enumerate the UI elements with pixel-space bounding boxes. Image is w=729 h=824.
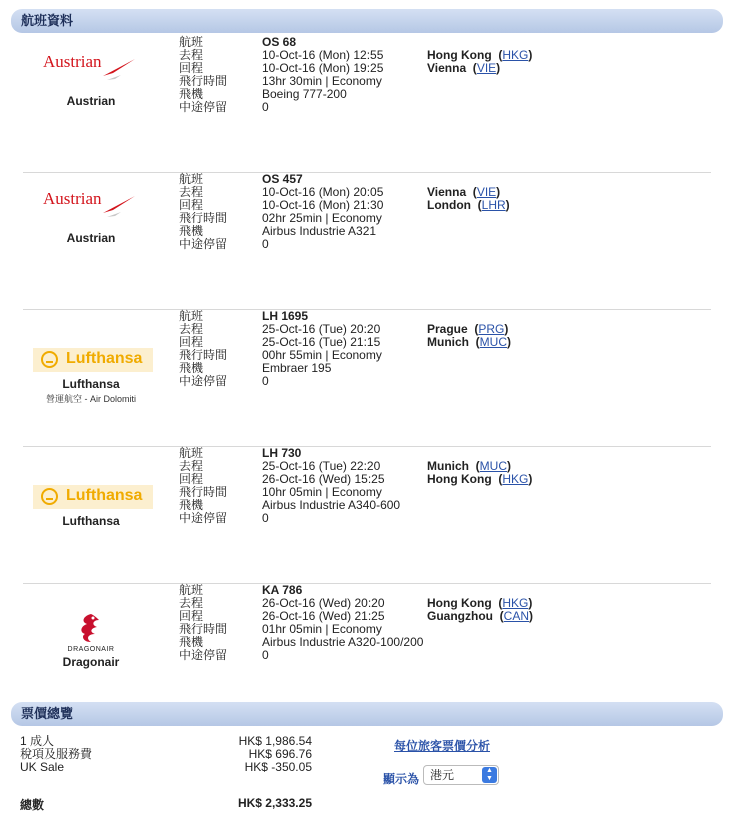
aircraft-type: Boeing 777-200 [262,87,347,101]
flight-number: LH 730 [262,446,302,460]
label-return: 回程 [179,609,204,623]
carrier-name: Austrian [66,231,116,245]
logo-wordmark: Lufthansa [66,487,143,504]
return-time: 10-Oct-16 (Mon) 19:25 [262,61,384,75]
fare-amount-adult: HK$ 1,986.54 [238,734,312,748]
stop-count: 0 [262,374,269,388]
aircraft-type: Embraer 195 [262,361,332,375]
label-flight: 航班 [179,583,204,597]
origin-city: Hong Kong [427,48,492,62]
label-aircraft: 飛機 [179,361,204,375]
carrier-name: Austrian [66,94,116,108]
austrian-logo [43,52,143,82]
destination-city: Vienna [427,61,467,75]
total-amount: HK$ 2,333.25 [237,796,312,810]
flight-number: OS 457 [262,172,303,186]
flight-duration: 01hr 05min | Economy [262,622,382,636]
return-time: 10-Oct-16 (Mon) 21:30 [262,198,384,212]
label-departure: 去程 [179,48,204,62]
lufthansa-crane-icon [41,351,58,368]
currency-select[interactable] [423,765,499,785]
fare-amount-taxes: HK$ 696.76 [248,747,312,761]
aircraft-type: Airbus Industrie A321 [262,224,377,238]
origin-city: Munich [427,459,469,473]
detail-labels [179,447,227,525]
logo-wordmark: Lufthansa [66,350,143,367]
origin-city: Prague [427,322,468,336]
origin: Hong Kong (HKG) [427,48,533,62]
label-departure: 去程 [179,322,204,336]
display-currency-label: 顯示為 [383,772,420,786]
origin-city: Vienna [427,185,467,199]
origin: Hong Kong (HKG) [427,596,533,610]
label-duration: 飛行時間 [179,74,228,88]
label-departure: 去程 [179,185,204,199]
label-duration: 飛行時間 [179,622,228,636]
label-aircraft: 飛機 [179,224,204,238]
fare-analysis-link[interactable]: 每位旅客票價分析 [394,739,491,753]
origin-code-link[interactable]: MUC [479,459,507,473]
origin-city: Hong Kong [427,596,492,610]
flight-segment [11,173,711,310]
destination-city: Munich [427,335,469,349]
route [427,460,532,486]
destination-code-link[interactable]: HKG [502,472,529,486]
label-stops: 中途停留 [179,374,228,388]
detail-labels [179,36,227,114]
flight-duration: 13hr 30min | Economy [262,74,382,88]
destination: Hong Kong (HKG) [427,472,533,486]
carrier-name: Lufthansa [62,514,120,528]
flight-segment [11,447,711,584]
destination-code-link[interactable]: LHR [481,198,506,212]
label-return: 回程 [179,335,204,349]
origin-code-link[interactable]: VIE [476,185,497,199]
flight-segment [11,310,711,447]
route [427,597,533,623]
flight-duration: 00hr 55min | Economy [262,348,382,362]
departure-time: 10-Oct-16 (Mon) 20:05 [262,185,384,199]
lufthansa-logo [33,348,153,372]
label-duration: 飛行時間 [179,485,228,499]
destination: London (LHR) [427,198,510,212]
destination-city: London [427,198,471,212]
austrian-arrow-icon [101,193,137,219]
flight-duration: 02hr 25min | Economy [262,211,382,225]
select-arrows-icon: ▲ ▼ [482,767,497,783]
fare-label-taxes: 稅項及服務費 [20,747,93,761]
label-flight: 航班 [179,446,204,460]
route [427,323,511,349]
detail-values [262,173,383,251]
label-flight: 航班 [179,309,204,323]
lufthansa-crane-icon [41,488,58,505]
operated-by: 營運航空 - Air Dolomiti [45,394,136,404]
fare-summary-header [11,702,723,726]
flight-info-header [11,9,723,33]
return-time: 26-Oct-16 (Wed) 15:25 [262,472,385,486]
return-time: 25-Oct-16 (Tue) 21:15 [262,335,381,349]
detail-values [262,310,382,388]
route [427,186,510,212]
flight-number: KA 786 [262,583,303,597]
stop-count: 0 [262,237,269,251]
fare-summary-title: 票價總覽 [21,706,74,721]
flight-number: OS 68 [262,35,297,49]
destination: Guangzhou (CAN) [427,609,534,623]
flight-number: LH 1695 [262,309,309,323]
label-return: 回程 [179,61,204,75]
austrian-arrow-icon [101,56,137,82]
total-label: 總數 [20,798,45,812]
carrier-name: Lufthansa [62,377,120,391]
logo-wordmark: Austrian [43,189,102,208]
destination-code-link[interactable]: MUC [479,335,507,349]
detail-values [262,584,423,662]
label-stops: 中途停留 [179,237,228,251]
label-return: 回程 [179,472,204,486]
departure-time: 25-Oct-16 (Tue) 22:20 [262,459,381,473]
label-aircraft: 飛機 [179,635,204,649]
destination-city: Hong Kong [427,472,492,486]
label-duration: 飛行時間 [179,211,228,225]
label-stops: 中途停留 [179,648,228,662]
detail-labels [179,584,227,662]
detail-values [262,447,400,525]
fare-label-sale: UK Sale [20,760,65,774]
aircraft-type: Airbus Industrie A340-600 [262,498,401,512]
logo-wordmark: Austrian [43,52,102,71]
departure-time: 10-Oct-16 (Mon) 12:55 [262,48,384,62]
stop-count: 0 [262,511,269,525]
return-time: 26-Oct-16 (Wed) 21:25 [262,609,385,623]
route [427,49,532,75]
currency-selected-value: 港元 [430,768,455,782]
flight-info-title: 航班資料 [21,13,74,28]
label-aircraft: 飛機 [179,87,204,101]
label-departure: 去程 [179,459,204,473]
destination-code-link[interactable]: CAN [503,609,530,623]
carrier-name: Dragonair [62,655,120,669]
flight-segment [11,584,711,721]
origin-code-link[interactable]: PRG [478,322,505,336]
origin: Prague (PRG) [427,322,509,336]
austrian-logo [43,189,143,219]
departure-time: 25-Oct-16 (Tue) 20:20 [262,322,381,336]
label-stops: 中途停留 [179,511,228,525]
origin-code-link[interactable]: HKG [502,48,529,62]
label-duration: 飛行時間 [179,348,228,362]
origin: Munich (MUC) [427,459,511,473]
dragon-icon [71,612,111,644]
destination: Munich (MUC) [427,335,511,349]
departure-time: 26-Oct-16 (Wed) 20:20 [262,596,385,610]
label-return: 回程 [179,198,204,212]
label-flight: 航班 [179,35,204,49]
fare-label-adult: 1 成人 [20,734,55,748]
label-flight: 航班 [179,172,204,186]
destination: Vienna (VIE) [427,61,501,75]
origin: Vienna (VIE) [427,185,501,199]
destination-code-link[interactable]: VIE [476,61,497,75]
detail-labels [179,310,227,388]
label-aircraft: 飛機 [179,498,204,512]
logo-wordmark: DRAGONAIR [67,646,115,653]
flight-segment [11,36,711,173]
flight-duration: 10hr 05min | Economy [262,485,382,499]
fare-amount-sale: HK$ -350.05 [244,760,312,774]
stop-count: 0 [262,648,269,662]
detail-values [262,36,383,114]
stop-count: 0 [262,100,269,114]
lufthansa-logo [33,485,153,509]
aircraft-type: Airbus Industrie A320-100/200 [262,635,424,649]
destination-city: Guangzhou [427,609,493,623]
origin-code-link[interactable]: HKG [502,596,529,610]
detail-labels [179,173,227,251]
label-stops: 中途停留 [179,100,228,114]
label-departure: 去程 [179,596,204,610]
